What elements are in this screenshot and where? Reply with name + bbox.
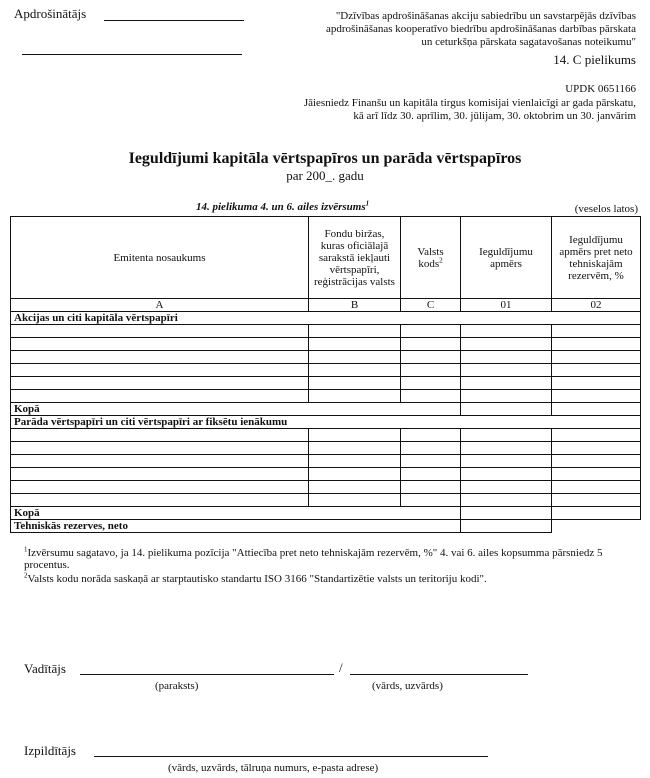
total-row-equity xyxy=(11,403,641,416)
updk-code: UPDK 0651166 xyxy=(565,83,636,95)
section-row-debt xyxy=(11,416,641,429)
executor-caption: (vārds, uzvārds, tālruņa numurs, e-pasta adrese) xyxy=(168,762,379,774)
code-01: 01 xyxy=(461,299,552,312)
code-c: C xyxy=(401,299,461,312)
country-sup: 2 xyxy=(439,255,443,264)
total-debt-amount[interactable] xyxy=(461,507,552,520)
table-row[interactable] xyxy=(11,455,641,468)
table-note-sup: 1 xyxy=(365,199,370,208)
insurer-name-line[interactable] xyxy=(104,20,244,21)
table-row[interactable] xyxy=(11,468,641,481)
section-row-equity xyxy=(11,312,641,325)
reserves-amount[interactable] xyxy=(461,520,552,533)
regulation-reference xyxy=(326,10,636,49)
table-row[interactable] xyxy=(11,494,641,507)
header-row xyxy=(11,217,641,299)
footnote-2-num: 2 xyxy=(24,571,28,580)
footnote-2 xyxy=(24,573,614,585)
table-row[interactable] xyxy=(11,481,641,494)
table-row[interactable] xyxy=(11,390,641,403)
col-header-amount: Ieguldījumu apmērs xyxy=(461,217,552,299)
regulation-line: un ceturkšņa pārskata sagatavošanas noteikumu" xyxy=(421,36,636,48)
total-equity-label: Kopā xyxy=(11,403,461,416)
section-equity: Akcijas un citi kapitāla vērtspapīri xyxy=(11,312,641,325)
reserves-label: Tehniskās rezerves, neto xyxy=(11,520,461,533)
code-b: B xyxy=(309,299,401,312)
table-row[interactable] xyxy=(11,429,641,442)
head-name-line[interactable] xyxy=(350,674,528,675)
col-header-name: Emitenta nosaukums xyxy=(11,217,309,299)
footnote-2-text: Valsts kodu norāda saskaņā ar starptautisko standartu ISO 3166 "Standartizētie valsts un teritoriju kodi". xyxy=(27,573,487,585)
code-row xyxy=(11,299,641,312)
regulation-line: apdrošināšanas kooperatīvo biedrību apdrošināšanas darbības pārskata xyxy=(325,23,636,35)
table-row[interactable] xyxy=(11,377,641,390)
executor-line[interactable] xyxy=(94,756,488,757)
submission-line: Jāiesniedz Finanšu un kapitāla tirgus komisijai vienlaicīgi ar gada pārskatu, xyxy=(303,97,636,109)
footnote-1-text: Izvērsumu sagatavo, ja 14. pielikuma pozīcija "Attiecība pret neto tehniskajām rezervēm, %" 4. vai 6. ailes kopsumma pārsniedz 5 procentus. xyxy=(24,547,603,571)
head-label: Vadītājs xyxy=(24,661,66,676)
executor-label: Izpildītājs xyxy=(24,743,76,758)
col-header-ratio: Ieguldījumu apmērs pret neto tehniskajām rezervēm, % xyxy=(552,217,641,299)
country-label: Valsts kods xyxy=(417,245,444,270)
page-subtitle: par 200_. gadu xyxy=(286,168,364,183)
total-equity-ratio[interactable] xyxy=(552,403,641,416)
col-header-country xyxy=(401,217,461,299)
slash: / xyxy=(339,660,343,675)
investments-table xyxy=(10,216,641,533)
head-signature-line[interactable] xyxy=(80,674,334,675)
total-row-debt xyxy=(11,507,641,520)
code-a: A xyxy=(11,299,309,312)
insurer-name-line-2[interactable] xyxy=(22,54,242,55)
table-note xyxy=(196,201,369,213)
reserves-row xyxy=(11,520,641,533)
insurer-label: Apdrošinātājs xyxy=(14,6,87,21)
table-row[interactable] xyxy=(11,338,641,351)
table-row[interactable] xyxy=(11,351,641,364)
name-caption: (vārds, uzvārds) xyxy=(372,680,443,692)
code-02: 02 xyxy=(552,299,641,312)
total-debt-label: Kopā xyxy=(11,507,461,520)
table-row[interactable] xyxy=(11,325,641,338)
total-equity-amount[interactable] xyxy=(461,403,552,416)
table-row[interactable] xyxy=(11,364,641,377)
submission-note xyxy=(304,97,636,123)
col-header-exchange: Fondu biržas, kuras oficiālajā sarakstā iekļauti vērtspapīri, reģistrācijas valsts xyxy=(309,217,401,299)
signature-caption: (paraksts) xyxy=(155,680,199,692)
submission-line: kā arī līdz 30. aprīlim, 30. jūlijam, 30. oktobrim un 30. janvārim xyxy=(353,110,636,122)
page-title: Ieguldījumi kapitāla vērtspapīros un parāda vērtspapīros xyxy=(128,150,522,167)
regulation-line: "Dzīvības apdrošināšanas akciju sabiedrību un savstarpējās dzīvības xyxy=(335,10,636,22)
total-debt-ratio[interactable] xyxy=(552,507,641,520)
table-row[interactable] xyxy=(11,442,641,455)
footnote-1 xyxy=(24,547,614,571)
units-label: (veselos latos) xyxy=(574,203,638,215)
table-note-text: 14. pielikuma 4. un 6. ailes izvērsums xyxy=(196,201,366,213)
annex-number: 14. C pielikums xyxy=(553,52,636,67)
section-debt: Parāda vērtspapīri un citi vērtspapīri ar fiksētu ienākumu xyxy=(11,416,641,429)
footnote-1-num: 1 xyxy=(24,545,28,554)
